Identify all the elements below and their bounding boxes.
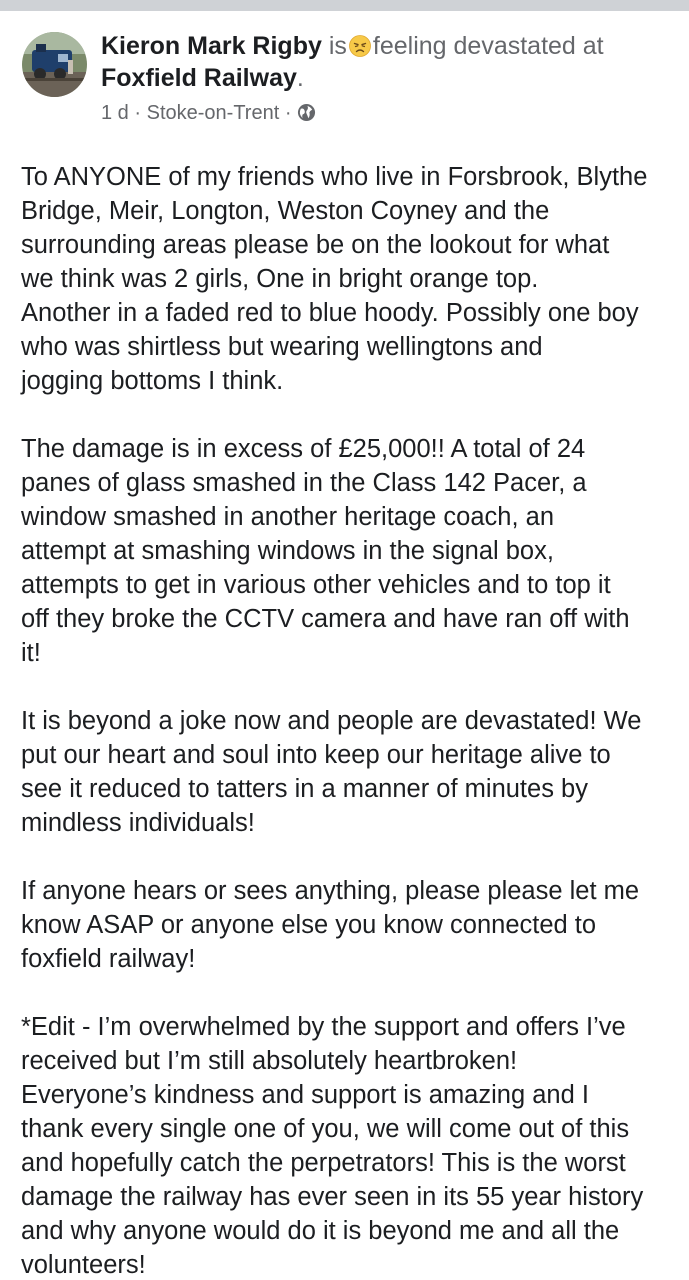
location-tag-link[interactable]: Foxfield Railway [101,64,297,92]
is-text: is [328,32,347,60]
location-tag-suffix: . [296,64,304,92]
feeling-text: feeling devastated at [372,32,604,60]
post-paragraph-4: If anyone hears or sees anything, please please let me know ASAP or anyone else you know connected to foxfield railway! [21,877,640,973]
post-paragraph-3: It is beyond a joke now and people are devastated! We put our heart and soul into keep our heritage alive to see it reduced to tatters in a manner of minutes by mindless individuals! [21,707,642,837]
post-paragraph-1: To ANYONE of my friends who live in Forsbrook, Blythe Bridge, Meir, Longton, Weston Coyney and the surrounding areas please be on the lookout for what we think was 2 girls, One in bright orange top. Another in a faded red to blue hoody. Possibly one boy who was shirtless but wearing wellingtons and jogging bottoms I think. [21,163,648,395]
post-header-line2 [101,63,304,94]
post-meta [101,100,316,126]
globe-icon[interactable] [297,103,316,122]
author-avatar[interactable] [22,32,87,97]
top-divider-strip [0,0,689,11]
post-header [101,31,681,62]
post-time[interactable]: 1 d [101,102,129,124]
meta-separator: · [134,102,142,124]
post-body [21,160,681,1280]
meta-separator-2: · [284,102,292,124]
post-place[interactable]: Stoke-on-Trent [146,102,280,124]
author-name[interactable]: Kieron Mark Rigby [101,32,322,60]
post-paragraph-5: *Edit - I’m overwhelmed by the support and offers I’ve received but I’m still absolutely heartbroken! Everyone’s kindness and support is amazing and I thank every single one of you, we will come out of this and hopefully catch the perpetrators! This is the worst damage the railway has ever seen in its 55 year history and why anyone would do it is beyond me and all the volunteers! [21,1013,644,1279]
avatar-train-photo [22,32,87,97]
devastated-face-emoji-icon [349,35,371,57]
post-paragraph-2: The damage is in excess of £25,000!! A total of 24 panes of glass smashed in the Class 142 Pacer, a window smashed in another heritage coach, an attempt at smashing windows in the signal box, attempts to get in various other vehicles and to top it off they broke the CCTV camera and have ran off with it! [21,435,630,667]
